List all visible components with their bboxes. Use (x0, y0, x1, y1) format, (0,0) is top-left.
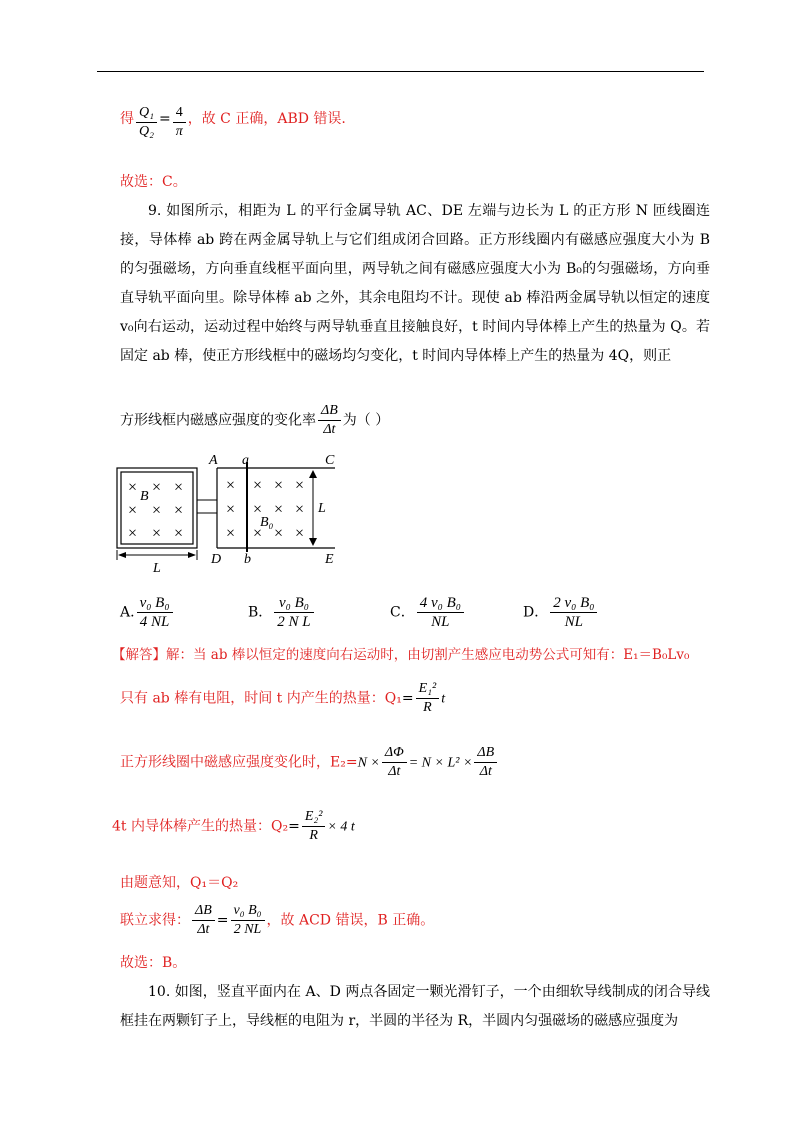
svg-text:×: × (226, 477, 236, 494)
svg-text:×: × (295, 525, 305, 542)
label-C: C (325, 453, 335, 468)
option-A[interactable]: A. $\frac{\text{v₀ B₀}}{4 NL}$ (120, 594, 175, 631)
fraction-q1-q2: $\frac{\text{Q₁}}{\text{Q₂}}$ (136, 104, 157, 141)
svg-text:×: × (128, 502, 138, 519)
rail-crosses (226, 477, 304, 542)
svg-text:×: × (152, 479, 162, 496)
solution-line-4: 4t 内导体棒产生的热量：Q₂= $\frac{\text{E₂²}}{R}$ × 4 t (112, 809, 355, 843)
svg-text:×: × (295, 477, 305, 494)
label-E: E (325, 552, 334, 567)
svg-text:×: × (128, 479, 138, 496)
answer-8-choice: 故选：C。 (120, 174, 187, 190)
svg-text:×: × (152, 502, 162, 519)
circuit-figure (110, 448, 350, 576)
label-D: D (211, 552, 222, 567)
label-B0: B₀ (260, 515, 274, 530)
solution-line-2: 只有 ab 棒有电阻，时间 t 内产生的热量：Q₁= $\frac{\text{E₁²}}{R}$ t (120, 681, 446, 715)
label-A: A (209, 453, 218, 468)
svg-text:×: × (152, 525, 162, 542)
label-L-bottom: L (153, 561, 161, 576)
label-b: b (244, 552, 251, 567)
option-C[interactable]: C． $\frac{\text{4 v₀ B₀}}{NL}$ (390, 594, 466, 631)
svg-text:×: × (174, 502, 184, 519)
header-rule (97, 71, 704, 72)
svg-text:×: × (174, 525, 184, 542)
solution-line-5: 由题意知，Q₁＝Q₂ (120, 875, 239, 891)
label-a: a (242, 453, 249, 468)
svg-text:×: × (174, 479, 184, 496)
fraction-4-pi: $\frac{4}{\pi}$ (173, 104, 186, 141)
question-9-tail: 方形线框内磁感应强度的变化率 $\frac{\Delta B}{\Delta t}$ 为（ ） (120, 403, 390, 437)
option-D[interactable]: D． $\frac{\text{2 v₀ B₀}}{NL}$ (523, 594, 599, 631)
fraction-dB-dt: $\frac{\Delta B}{\Delta t}$ (318, 402, 341, 439)
label-B: B (140, 489, 149, 504)
svg-text:×: × (128, 525, 138, 542)
svg-text:×: × (226, 501, 236, 518)
text: 得 (120, 111, 134, 127)
svg-text:×: × (274, 477, 284, 494)
svg-text:×: × (274, 501, 284, 518)
solution-line-6: 联立求得： $\frac{\Delta B}{\Delta t}$ = $\frac{\text{v₀ B₀}}{2 NL}$ ，故 ACD 错误，B 正确。 (120, 903, 435, 937)
solution-line-3: 正方形线圈中磁感应强度变化时，E₂=N × $\frac{\Delta\Phi}{\Delta t}$ = N × L² × $\frac{\Delta B}{\Delta t}$ (120, 744, 499, 781)
question-10-text: 10. 如图，竖直平面内在 A、D 两点各固定一颗光滑钉子，一个由细软导线制成的闭合导线框挂在两颗钉子上，导线框的电阻为 r，半圆的半径为 R，半圆内匀强磁场的磁感应强度为 (120, 984, 710, 1029)
option-B[interactable]: B． $\frac{\text{v₀ B₀}}{\text{2 N L}}$ (248, 594, 316, 631)
svg-text:×: × (253, 525, 263, 542)
answer-8-conclusion: 得 $\frac{\text{Q₁}}{\text{Q₂}}$ = $\frac{4}{\pi}$ ，故 C 正确，ABD 错误. (120, 105, 346, 139)
svg-text:×: × (274, 525, 284, 542)
svg-text:×: × (226, 525, 236, 542)
label-L-right: L (318, 501, 326, 516)
solution-line-1: 【解答】解：当 ab 棒以恒定的速度向右运动时，由切割产生感应电动势公式可知有：E₁＝B₀Lv₀ (112, 647, 690, 663)
svg-text:×: × (295, 501, 305, 518)
svg-text:×: × (253, 501, 263, 518)
question-9-text: 9. 如图所示，相距为 L 的平行金属导轨 AC、DE 左端与边长为 L 的正方形 N 匝线圈连接，导体棒 ab 跨在两金属导轨上与它们组成闭合回路。正方形线圈内有磁感应强度大小为 B 的匀强磁场，方向垂直线框平面向里，两导轨之间有磁感应强度大小为 B₀的匀强磁场，方向垂直导轨平面向里。除导体棒 ab 之外，其余电阻均不计。现使 ab 棒沿两金属导轨以恒定的速度 v₀向右运动，运动过程中始终与两导轨垂直且接触良好，t 时间内导体棒上产生的热量为 Q。若固定 ab 棒，使正方形线框中的磁场均匀变化，t 时间内导体棒上产生的热量为 4Q，则正 (120, 203, 710, 364)
coil-crosses (128, 479, 183, 542)
solution-line-7: 故选：B。 (120, 955, 187, 971)
svg-text:×: × (253, 477, 263, 494)
